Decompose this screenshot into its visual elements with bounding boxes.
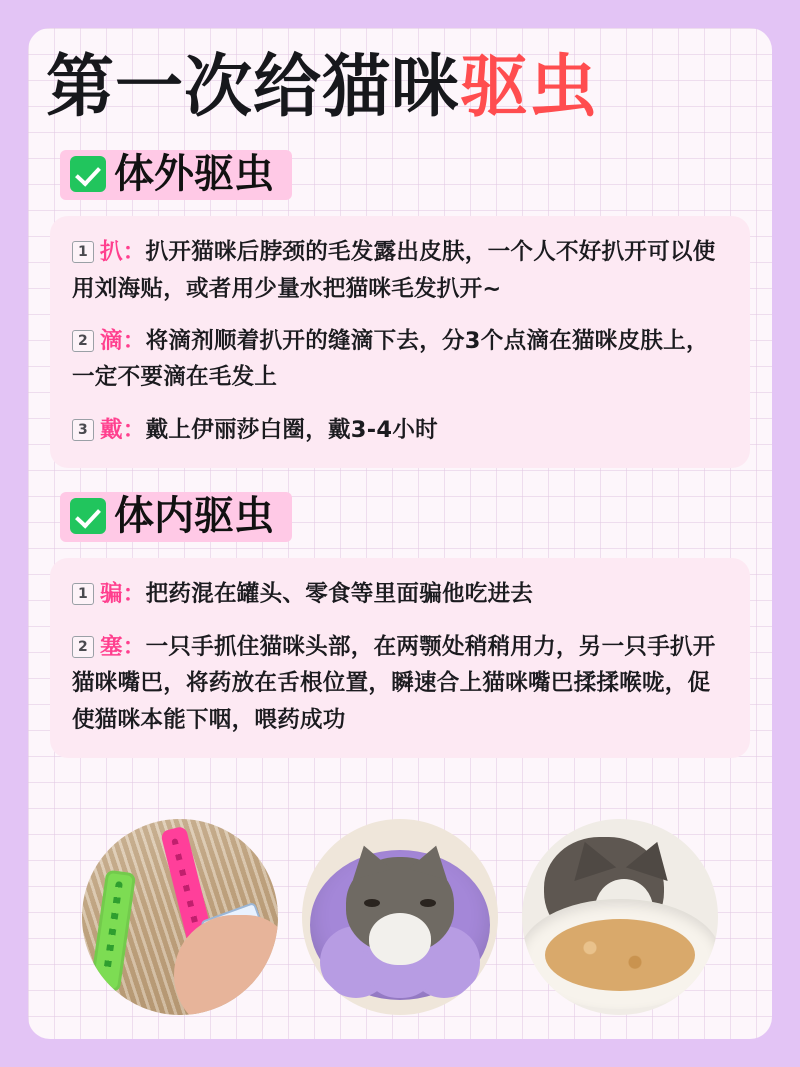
item-keyword: 扒： (100, 239, 146, 266)
list-item (72, 234, 728, 307)
item-keyword: 戴： (100, 416, 146, 443)
section-heading-label: 体外驱虫 (114, 151, 274, 198)
cat-food (545, 919, 695, 991)
section-heading-label: 体内驱虫 (114, 493, 274, 540)
list-item (72, 576, 728, 612)
item-keyword: 滴： (100, 328, 146, 355)
section-heading-internal (60, 492, 292, 542)
cat-ear-right (409, 840, 456, 880)
item-number: 3 (72, 419, 94, 441)
list-item (72, 412, 728, 448)
item-text: 一只手抓住猫咪头部，在两颚处稍稍用力，另一只手扒开猫咪嘴巴，将药放在舌根位置，瞬速合上猫咪嘴巴揉揉喉咙，促使猫咪本能下咽，喂药成功 (72, 633, 716, 733)
photo-row (28, 819, 772, 1015)
item-keyword: 骗： (100, 581, 146, 608)
item-keyword: 塞： (100, 633, 146, 660)
green-check-icon (70, 156, 106, 192)
list-item (72, 323, 728, 396)
cat-eye-left (364, 899, 380, 907)
item-number: 2 (72, 330, 94, 352)
photo-cat-cone (302, 819, 498, 1015)
green-check-icon (70, 498, 106, 534)
section-heading-external (60, 150, 292, 200)
page-title-prefix: 第一次给猫咪 (46, 48, 461, 127)
section-card-external (50, 216, 750, 468)
item-text: 戴上伊丽莎白圈，戴3-4小时 (145, 416, 438, 443)
item-text: 将滴剂顺着扒开的缝滴下去，分3个点滴在猫咪皮肤上，一定不要滴在毛发上 (72, 328, 709, 391)
item-text: 扒开猫咪后脖颈的毛发露出皮肤，一个人不好扒开可以使用刘海贴，或者用少量水把猫咪毛发扒开~ (72, 239, 716, 302)
cat-ear-left (564, 835, 616, 881)
cat-head (346, 857, 454, 953)
item-text: 把药混在罐头、零食等里面骗他吃进去 (145, 581, 534, 608)
note-page (28, 28, 772, 1039)
photo-cat-eating (522, 819, 718, 1015)
cat-ear-left (345, 840, 392, 880)
cat-muzzle (369, 913, 431, 965)
photo-fur-pipette (82, 819, 278, 1015)
item-number: 2 (72, 636, 94, 658)
section-card-internal (50, 558, 750, 758)
cat-ear-right (626, 835, 678, 881)
page-title (28, 50, 772, 126)
page-title-accent: 驱虫 (460, 48, 599, 127)
item-number: 1 (72, 583, 94, 605)
item-number: 1 (72, 241, 94, 263)
cat-eye-right (420, 899, 436, 907)
list-item (72, 629, 728, 738)
